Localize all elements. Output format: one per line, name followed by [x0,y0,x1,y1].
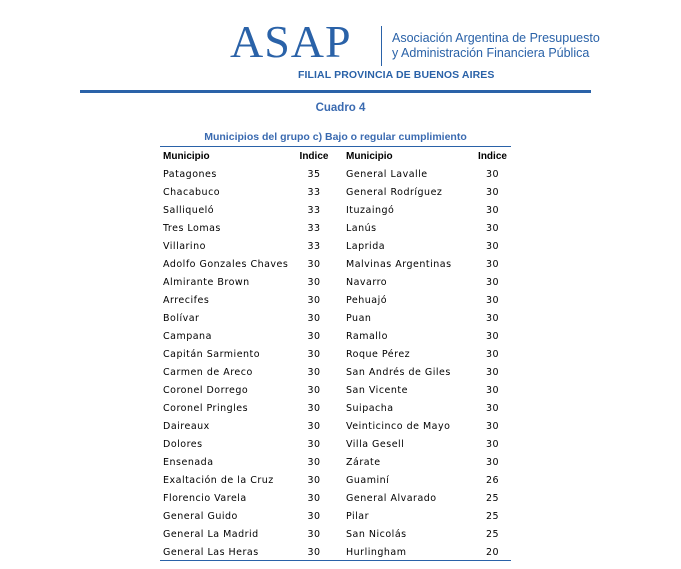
table-row [160,417,514,435]
spacer-cell [332,237,346,255]
col-header-municipio: Municipio [163,151,210,162]
table-row [160,273,514,291]
indice-cell: 25 [485,510,500,522]
municipio-cell: General Guido [163,510,238,522]
table-row [160,309,514,327]
table-row [160,255,514,273]
table-row [160,489,514,507]
spacer-cell [332,255,346,273]
table-row [160,507,514,525]
table-row [160,471,514,489]
municipio-cell: Veinticinco de Mayo [346,420,451,432]
indice-cell: 30 [307,366,321,378]
municipio-cell: San Nicolás [346,528,407,540]
indice-cell: 33 [307,240,321,252]
indice-cell: 30 [307,294,321,306]
municipio-cell: Pehuajó [346,294,388,306]
municipio-cell: General Alvarado [346,492,437,504]
table-row [160,363,514,381]
table-header-row [160,148,514,165]
municipio-cell: Patagones [163,168,217,180]
indice-cell: 30 [307,546,321,558]
indice-cell: 30 [307,492,321,504]
indice-cell: 30 [485,348,500,360]
municipio-cell: Puan [346,312,372,324]
table-bottom-rule [160,560,511,561]
col-header-indice-2: Indice [478,151,507,162]
indice-cell: 30 [307,420,321,432]
indice-cell: 30 [307,348,321,360]
indice-cell: 30 [485,168,500,180]
municipio-cell: Almirante Brown [163,276,250,288]
municipios-table [160,148,514,561]
municipio-cell: Coronel Pringles [163,402,249,414]
indice-cell: 30 [485,312,500,324]
col-header-indice: Indice [299,151,329,162]
indice-cell: 33 [307,222,321,234]
indice-cell: 30 [485,276,500,288]
col-header-municipio-2: Municipio [346,151,393,162]
table-row [160,435,514,453]
spacer-cell [332,291,346,309]
table-body [160,165,514,561]
municipio-cell: Coronel Dorrego [163,384,249,396]
spacer-cell [332,219,346,237]
table-row [160,237,514,255]
municipio-cell: General Las Heras [163,546,259,558]
indice-cell: 30 [485,366,500,378]
header-divider [80,90,591,93]
spacer-cell [332,273,346,291]
table-row [160,183,514,201]
spacer-cell [332,183,346,201]
municipio-cell: Exaltación de la Cruz [163,474,274,486]
municipio-cell: Roque Pérez [346,348,411,360]
spacer-cell [332,417,346,435]
municipio-cell: Carmen de Areco [163,366,253,378]
organization-name-line1: Asociación Argentina de Presupuesto [392,31,600,45]
spacer-cell [332,165,346,183]
municipio-cell: Florencio Varela [163,492,247,504]
indice-cell: 30 [307,312,321,324]
indice-cell: 30 [485,186,500,198]
municipio-cell: Arrecifes [163,294,210,306]
table-row [160,327,514,345]
indice-cell: 30 [485,402,500,414]
municipio-cell: Hurlingham [346,546,407,558]
spacer-cell [332,471,346,489]
municipio-cell: Tres Lomas [163,222,221,234]
indice-cell: 30 [485,258,500,270]
indice-cell: 30 [307,258,321,270]
spacer-cell [332,201,346,219]
indice-cell: 30 [485,384,500,396]
col-spacer [332,148,346,165]
indice-cell: 30 [485,204,500,216]
indice-cell: 33 [307,204,321,216]
municipio-cell: Suipacha [346,402,394,414]
municipio-cell: Chacabuco [163,186,221,198]
table-top-rule [160,146,511,147]
indice-cell: 30 [485,222,500,234]
table-row [160,453,514,471]
table-row [160,165,514,183]
spacer-cell [332,507,346,525]
spacer-cell [332,345,346,363]
indice-cell: 30 [307,510,321,522]
spacer-cell [332,453,346,471]
municipio-cell: Ramallo [346,330,388,342]
spacer-cell [332,525,346,543]
document-header [0,0,681,100]
municipio-cell: Pilar [346,510,370,522]
municipio-cell: General Lavalle [346,168,428,180]
table-row [160,399,514,417]
municipio-cell: Bolívar [163,312,200,324]
municipio-cell: General Rodríguez [346,186,443,198]
spacer-cell [332,381,346,399]
table-row [160,543,514,561]
indice-cell: 30 [485,330,500,342]
municipio-cell: San Andrés de Giles [346,366,451,378]
indice-cell: 25 [485,492,500,504]
municipio-cell: Adolfo Gonzales Chaves [163,258,289,270]
table-title: Municipios del grupo c) Bajo o regular cumplimiento [204,131,467,143]
indice-cell: 26 [485,474,500,486]
table-row [160,291,514,309]
indice-cell: 30 [307,402,321,414]
municipio-cell: San Vicente [346,384,408,396]
municipio-cell: Ituzaingó [346,204,395,216]
indice-cell: 30 [485,294,500,306]
indice-cell: 33 [307,186,321,198]
indice-cell: 30 [307,330,321,342]
table-row [160,201,514,219]
municipio-cell: Lanús [346,222,377,234]
municipio-cell: Villa Gesell [346,438,405,450]
indice-cell: 30 [307,528,321,540]
spacer-cell [332,327,346,345]
spacer-cell [332,309,346,327]
organization-name-line2: y Administración Financiera Pública [392,46,590,60]
municipio-cell: Laprida [346,240,386,252]
indice-cell: 30 [307,474,321,486]
table-row [160,525,514,543]
indice-cell: 30 [307,384,321,396]
spacer-cell [332,543,346,561]
table-row [160,381,514,399]
municipio-cell: Capitán Sarmiento [163,348,261,360]
municipio-cell: Zárate [346,456,381,468]
spacer-cell [332,435,346,453]
indice-cell: 25 [485,528,500,540]
municipio-cell: General La Madrid [163,528,259,540]
indice-cell: 30 [485,240,500,252]
indice-cell: 35 [307,168,321,180]
asap-logo: ASAP [230,16,352,67]
indice-cell: 30 [485,456,500,468]
cuadro-heading: Cuadro 4 [315,102,366,114]
table-row [160,345,514,363]
municipio-cell: Navarro [346,276,388,288]
municipio-cell: Malvinas Argentinas [346,258,452,270]
filial-name: FILIAL PROVINCIA DE BUENOS AIRES [298,69,495,81]
indice-cell: 30 [307,438,321,450]
logo-divider [381,26,382,66]
municipio-cell: Dolores [163,438,203,450]
indice-cell: 20 [485,546,500,558]
municipio-cell: Ensenada [163,456,214,468]
municipio-cell: Villarino [163,240,206,252]
table-row [160,219,514,237]
indice-cell: 30 [485,438,500,450]
municipio-cell: Guaminí [346,474,390,486]
spacer-cell [332,363,346,381]
organization-name [392,31,600,61]
municipio-cell: Campana [163,330,212,342]
indice-cell: 30 [307,456,321,468]
spacer-cell [332,399,346,417]
municipio-cell: Salliqueló [163,204,215,216]
spacer-cell [332,489,346,507]
indice-cell: 30 [307,276,321,288]
indice-cell: 30 [485,420,500,432]
municipio-cell: Daireaux [163,420,210,432]
